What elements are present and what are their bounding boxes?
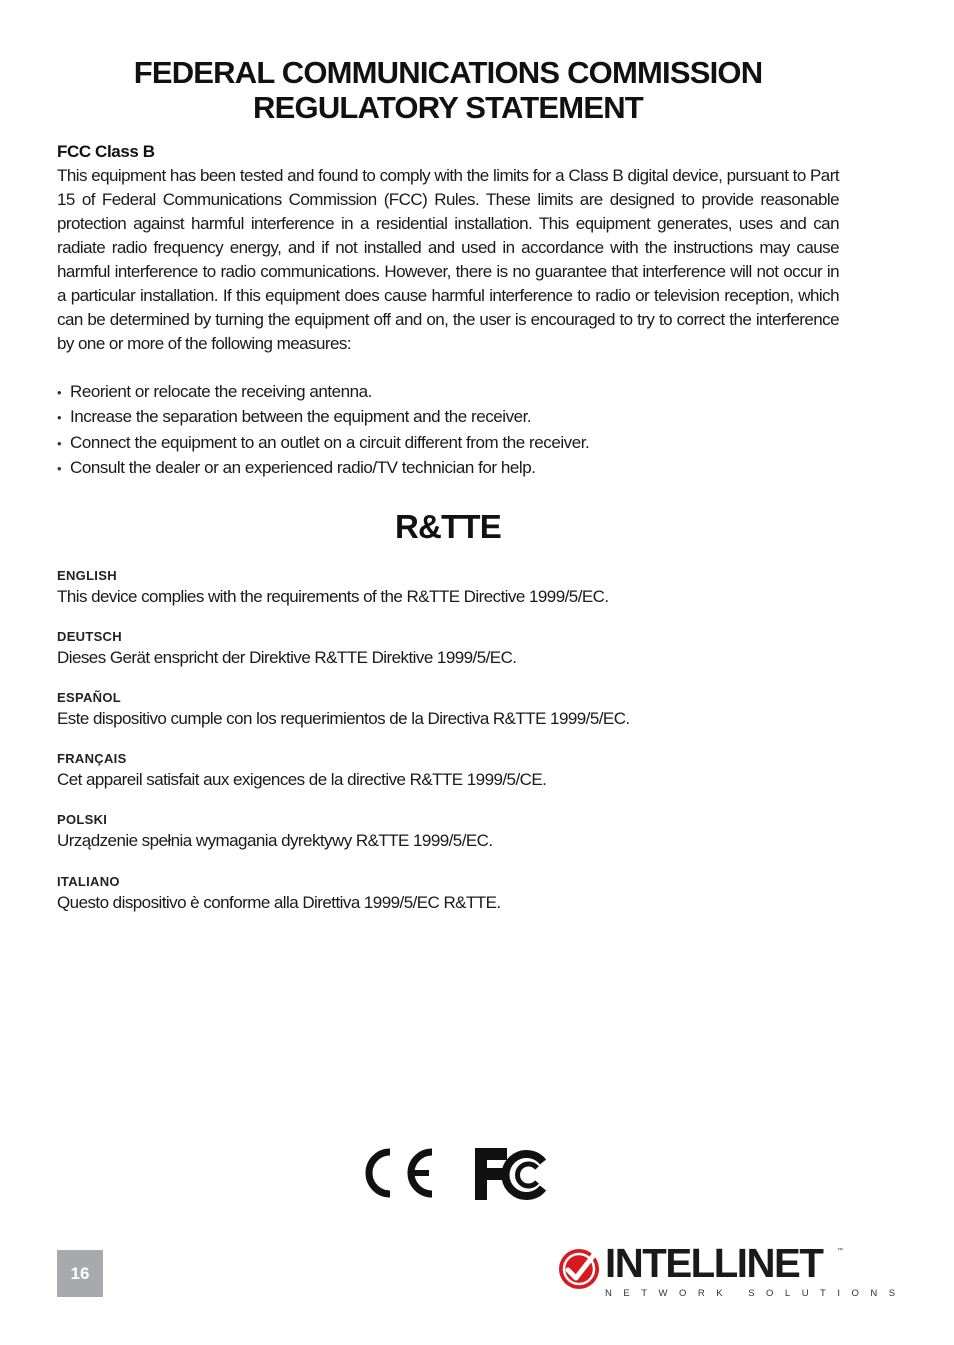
ce-mark-icon <box>369 1152 432 1194</box>
language-block-english <box>57 568 609 608</box>
language-name: FRANÇAIS <box>57 751 127 766</box>
fcc-class-heading: FCC Class B <box>57 142 155 161</box>
list-item <box>57 405 589 430</box>
certification-marks <box>357 1140 557 1205</box>
language-statement: This device complies with the requirements of the R&TTE Directive 1999/5/EC. <box>57 587 609 606</box>
rtte-section-title: R&TTE <box>395 508 501 545</box>
language-statement: Dieses Gerät enspricht der Direktive R&TTE Direktive 1999/5/EC. <box>57 648 517 667</box>
list-item <box>57 456 589 481</box>
measure-text: Consult the dealer or an experienced radio/TV technician for help. <box>70 457 536 477</box>
list-item <box>57 380 589 405</box>
brand-checkmark-icon <box>555 1243 603 1291</box>
language-name: ENGLISH <box>57 568 117 583</box>
fcc-logo-icon <box>475 1148 543 1200</box>
page-title <box>0 55 896 125</box>
brand-name: INTELLINET <box>605 1240 823 1286</box>
bullet-icon: • <box>57 385 62 400</box>
language-block-deutsch <box>57 629 516 669</box>
language-name: DEUTSCH <box>57 629 122 644</box>
title-line-1: FEDERAL COMMUNICATIONS COMMISSION <box>133 55 763 90</box>
language-name: POLSKI <box>57 812 108 827</box>
language-block-espanol <box>57 690 630 730</box>
page-number: 16 <box>57 1250 103 1297</box>
list-item <box>57 431 589 456</box>
bullet-icon: • <box>57 410 62 426</box>
language-block-polski <box>57 812 493 852</box>
measure-text: Reorient or relocate the receiving antenna. <box>70 382 372 401</box>
language-name: ESPAÑOL <box>57 690 121 705</box>
intellinet-logo <box>555 1240 907 1305</box>
fcc-statement-paragraph: This equipment has been tested and found to comply with the limits for a Class B digital device, pursuant to Part 15 of Federal Communications Commission (FCC) Rules. These limits are designed to provide reasonable protection against harmful interference in a residential installation. This equipment generates, uses and can radiate radio frequency energy, and if not installed and used in accordance with the instructions may cause harmful interference to radio communications. However, there is no guarantee that interference will not occur in a particular installation. If this equipment does cause harmful interference to radio or television reception, which can be determined by turning the equipment off and on, the user is encouraged to try to correct the interference by one or more of the following measures: <box>57 166 839 353</box>
bullet-icon: • <box>57 435 62 451</box>
brand-tagline: NETWORK SOLUTIONS <box>605 1288 907 1299</box>
trademark-symbol: ™ <box>837 1248 843 1254</box>
language-block-francais <box>57 751 546 791</box>
language-statement: Cet appareil satisfait aux exigences de la directive R&TTE 1999/5/CE. <box>57 770 547 789</box>
title-line-2: REGULATORY STATEMENT <box>253 90 643 125</box>
measures-list <box>57 380 589 481</box>
language-statement: Questo dispositivo è conforme alla Direttiva 1999/5/EC R&TTE. <box>57 893 501 912</box>
measure-text: Increase the separation between the equipment and the receiver. <box>70 407 532 427</box>
language-statement: Este dispositivo cumple con los requerimientos de la Directiva R&TTE 1999/5/EC. <box>57 709 630 728</box>
language-block-italiano <box>57 874 501 914</box>
measure-text: Connect the equipment to an outlet on a circuit different from the receiver. <box>70 432 590 452</box>
language-statement: Urządzenie spełnia wymagania dyrektywy R&TTE 1999/5/EC. <box>57 831 493 850</box>
bullet-icon: • <box>57 460 62 476</box>
language-name: ITALIANO <box>57 874 120 889</box>
